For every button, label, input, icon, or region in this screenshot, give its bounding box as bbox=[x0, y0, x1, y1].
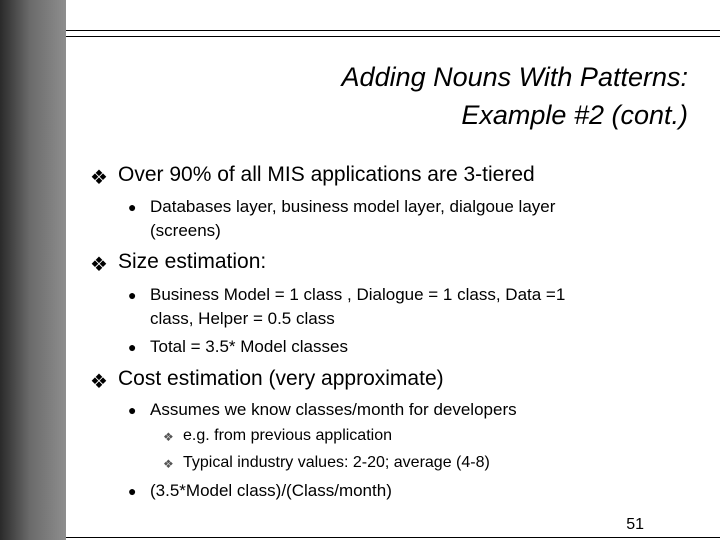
bullet-3-sub-1-text: Assumes we know classes/month for developers bbox=[150, 400, 517, 419]
diamond-bullet-icon: ❖ bbox=[90, 254, 108, 276]
bullet-2-sub-1-line1: Business Model = 1 class , Dialogue = 1 class, Data =1 bbox=[150, 285, 566, 304]
bullet-2-sub-2-text: Total = 3.5* Model classes bbox=[150, 337, 348, 356]
page-number: 51 bbox=[626, 516, 644, 533]
round-bullet-icon: ● bbox=[128, 339, 137, 355]
bullet-1-sub-1-line2: (screens) bbox=[150, 221, 221, 240]
round-bullet-icon: ● bbox=[128, 287, 137, 303]
bullet-3-sub-2-text: (3.5*Model class)/(Class/month) bbox=[150, 481, 392, 500]
diamond-bullet-icon: ❖ bbox=[163, 430, 174, 444]
round-bullet-icon: ● bbox=[128, 483, 137, 499]
bullet-3-text: Cost estimation (very approximate) bbox=[118, 367, 444, 390]
bullet-3-sub-1-sub-2-text: Typical industry values: 2-20; average (4-8) bbox=[183, 454, 490, 471]
top-rule-lower bbox=[66, 36, 720, 37]
bullet-3-sub-1-sub-1-text: e.g. from previous application bbox=[183, 427, 392, 444]
diamond-bullet-icon: ❖ bbox=[90, 371, 108, 393]
bullet-2-text: Size estimation: bbox=[118, 250, 267, 273]
bottom-rule bbox=[66, 537, 720, 538]
slide-title-line1: Adding Nouns With Patterns: bbox=[341, 62, 688, 92]
slide-title-line2: Example #2 (cont.) bbox=[461, 100, 688, 130]
diamond-bullet-icon: ❖ bbox=[90, 167, 108, 189]
round-bullet-icon: ● bbox=[128, 402, 137, 418]
slide-title bbox=[342, 58, 688, 134]
round-bullet-icon: ● bbox=[128, 199, 137, 215]
left-decorative-bar bbox=[0, 0, 66, 540]
diamond-bullet-icon: ❖ bbox=[163, 457, 174, 471]
top-rule-upper bbox=[66, 30, 720, 31]
bullet-1-sub-1-line1: Databases layer, business model layer, dialgoue layer bbox=[150, 197, 556, 216]
bullet-2-sub-1-line2: class, Helper = 0.5 class bbox=[150, 309, 335, 328]
bullet-1-text: Over 90% of all MIS applications are 3-tiered bbox=[118, 163, 535, 186]
